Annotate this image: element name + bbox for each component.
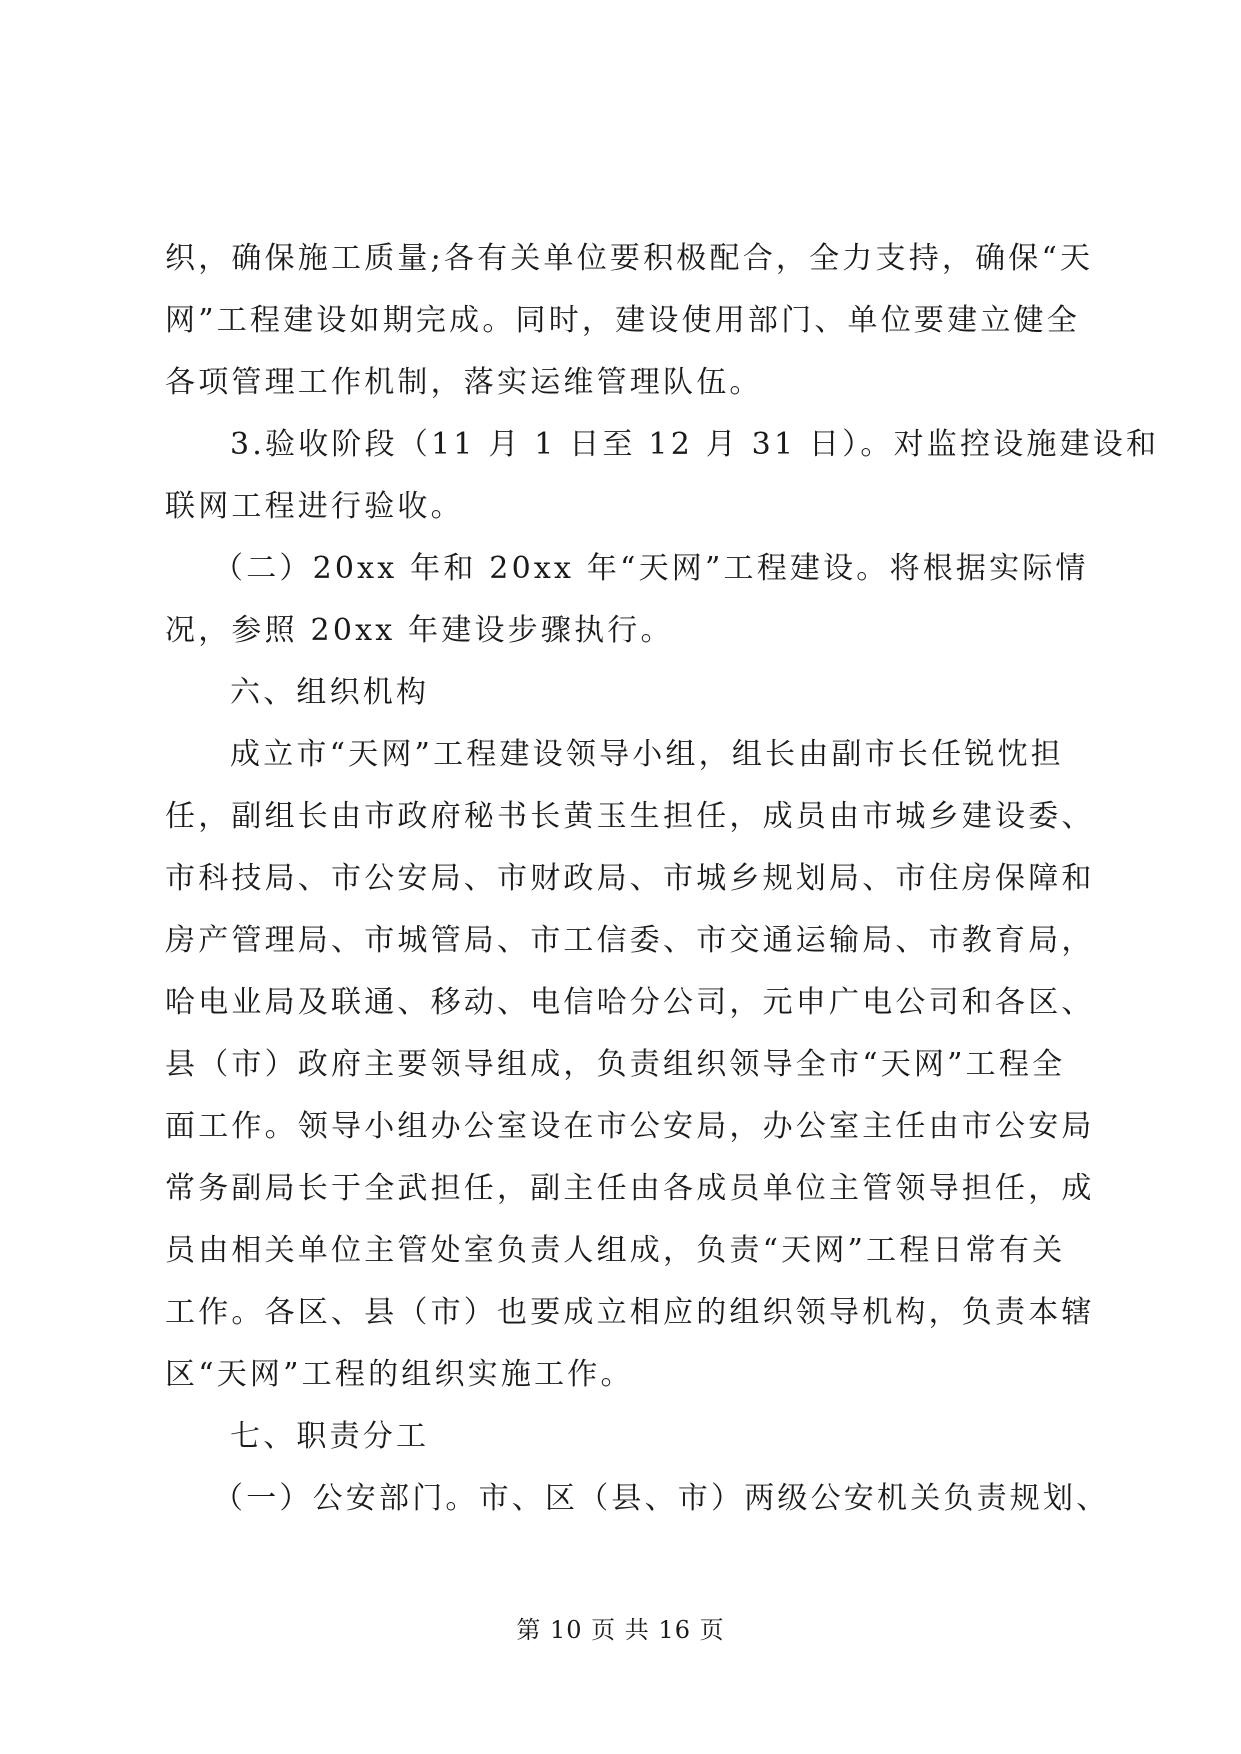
text-line-10: 任，副组长由市政府秘书长黄玉生担任，成员由市城乡建设委、 [165,799,1095,834]
text-line-4: 3.验收阶段（11 月 1 日至 12 月 31 日）。对监控设施建设和 [230,427,1160,462]
text-line-9: 成立市“天网”工程建设领导小组，组长由副市长任锐忱担 [230,737,1064,772]
text-line-7: 况，参照 20xx 年建设步骤执行。 [165,613,674,648]
text-line-15: 面工作。领导小组办公室设在市公安局，办公室主任由市公安局 [165,1109,1095,1144]
text-line-2: 网”工程建设如期完成。同时，建设使用部门、单位要建立健全 [165,303,1080,338]
text-line-13: 哈电业局及联通、移动、电信哈分公司，元申广电公司和各区、 [165,985,1095,1020]
text-line-17: 员由相关单位主管处室负责人组成，负责“天网”工程日常有关 [165,1233,1066,1268]
section-heading-six: 六、组织机构 [230,675,430,710]
text-line-6: （二）20xx 年和 20xx 年“天网”工程建设。将根据实际情 [213,551,1089,586]
text-line-14: 县（市）政府主要领导组成，负责组织领导全市“天网”工程全 [165,1047,1066,1082]
section-heading-seven: 七、职责分工 [230,1419,430,1454]
text-line-18: 工作。各区、县（市）也要成立相应的组织领导机构，负责本辖 [165,1295,1095,1330]
text-line-12: 房产管理局、市城管局、市工信委、市交通运输局、市教育局， [165,923,1095,958]
text-line-21: （一）公安部门。市、区（县、市）两级公安机关负责规划、 [213,1481,1110,1516]
text-line-16: 常务副局长于全武担任，副主任由各成员单位主管领导担任，成 [165,1171,1095,1206]
text-line-3: 各项管理工作机制，落实运维管理队伍。 [165,365,763,400]
text-line-11: 市科技局、市公安局、市财政局、市城乡规划局、市住房保障和 [165,861,1095,896]
text-line-5: 联网工程进行验收。 [165,489,464,524]
text-line-19: 区“天网”工程的组织实施工作。 [165,1357,634,1392]
body-text [165,228,1160,1530]
text-line-1: 织，确保施工质量;各有关单位要积极配合，全力支持，确保“天 [165,241,1094,276]
page-footer: 第 10 页 共 16 页 [516,1616,725,1644]
